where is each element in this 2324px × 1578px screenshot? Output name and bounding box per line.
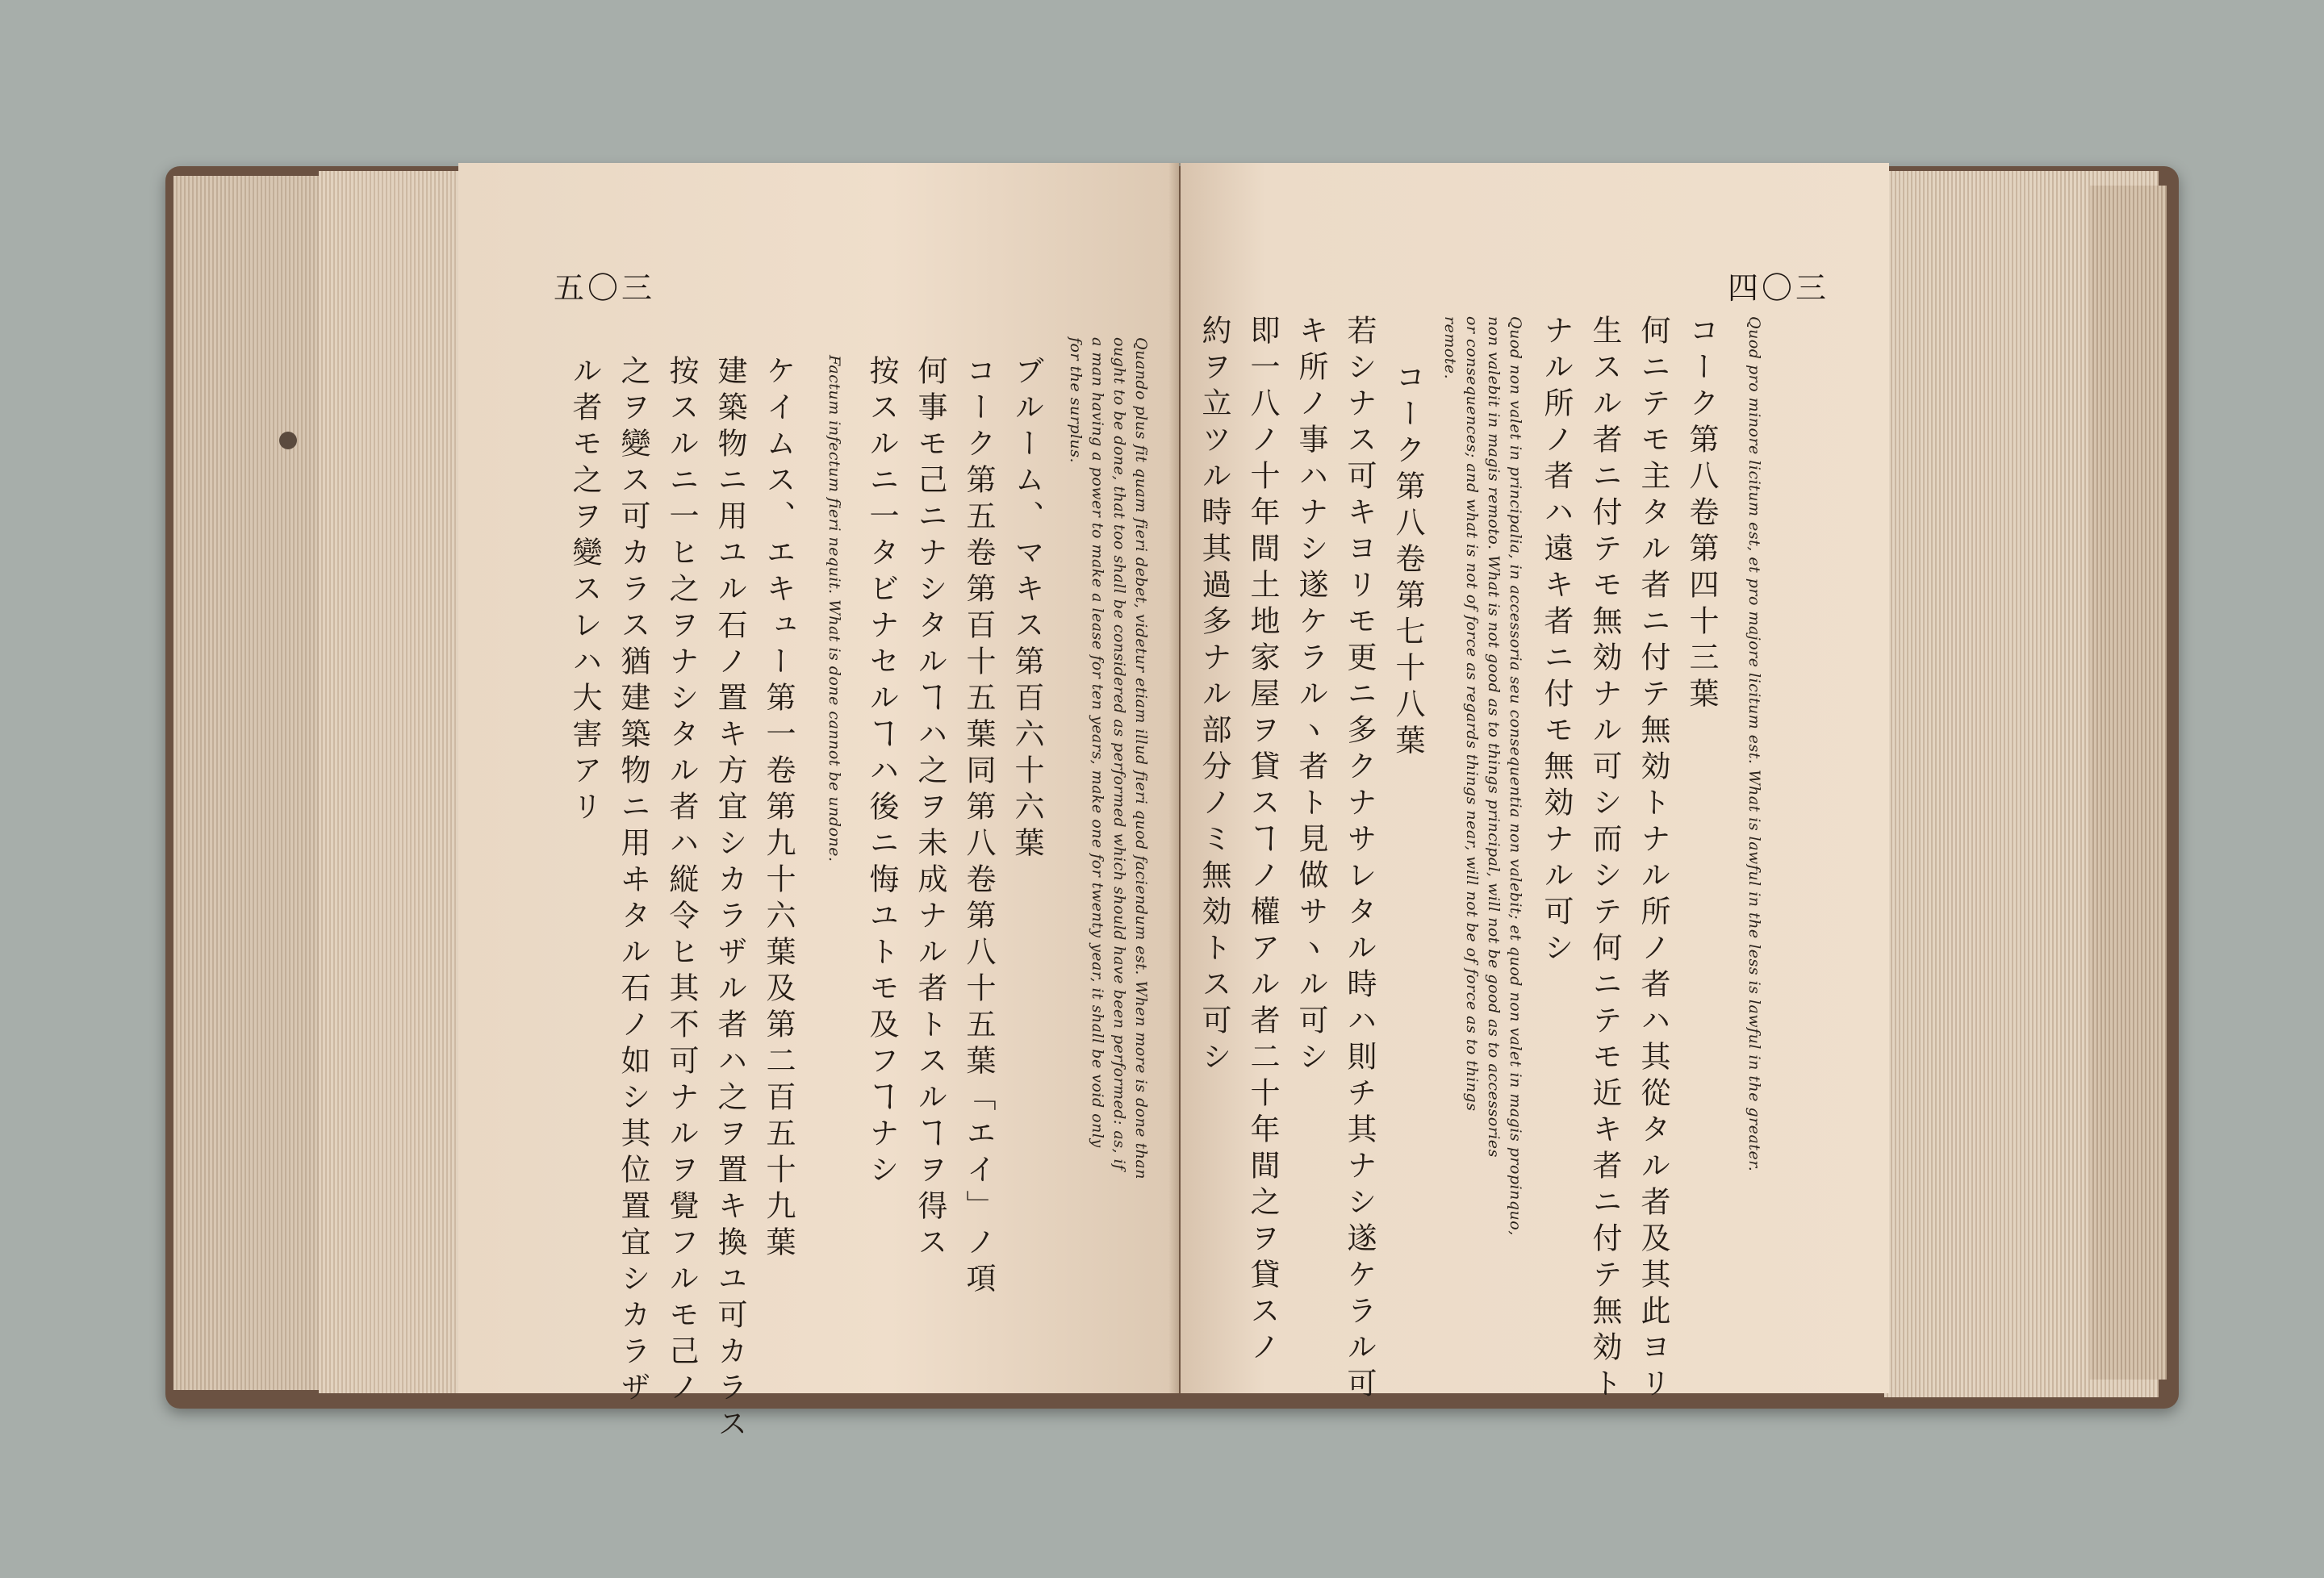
quote-2-line-2: non valebit in magis remoto. What is not good as to things principal, will not be good as to accessories	[1485, 316, 1503, 1158]
right-column-8: 若シナス可キヨリモ更ニ多クナサレタル時ハ則チ其ナシ遂ケラル可	[1342, 315, 1377, 1404]
left-column-11: ル者モ之ヲ變スレハ大害アリ	[567, 355, 602, 827]
left-column-4: 何事モ己ニナシタルヿハ之ヲ未成ナル者トスルヿヲ得ス	[913, 355, 947, 1263]
right-column-5: ナル所ノ者ハ遠キ者ニ付モ無効ナル可シ	[1539, 315, 1574, 968]
right-column-11: 約ヲ立ツル時其過多ナル部分ノミ無効トス可シ	[1197, 315, 1231, 1077]
left-english-quote-2: Factum infectum fieri nequit. What is done cannot be undone.	[826, 355, 843, 862]
right-column-10: 即一八ノ十年間土地家屋ヲ貸スヿノ權アル者二十年間之ヲ貸スノ	[1245, 315, 1280, 1367]
quote-1-line-3: a man having a power to make a lease for ten years, make one for twenty year, it shall be void only	[1089, 337, 1106, 1148]
left-page	[458, 163, 1179, 1444]
left-column-2: ブルーム、マキス第百六十六葉	[1009, 355, 1044, 863]
right-page-number: 四〇三	[1728, 270, 1830, 306]
quote-1-line-2: ought to be done, that too shall be considered as performed which should have been performed: as, if	[1110, 337, 1128, 1171]
quote-2-line-1: Quod non valet in principalia, in accessoria seu consequentia non valebit; et quod non valet in magis propinquo,	[1507, 316, 1524, 1236]
quote-1-line-1: Quando plus fit quam fieri debet, videtur etiam illud fieri quod faciendum est. When more is done than	[1132, 337, 1150, 1180]
right-english-quote-2	[1442, 316, 1523, 1236]
right-column-9: キ所ノ事ハナシ遂ケラルヽ者ト見做サヽル可シ	[1294, 315, 1328, 1077]
left-page-number: 五〇三	[554, 270, 656, 306]
left-column-7: ケイムス、エキュー第一卷第九十六葉及第二百五十九葉	[761, 355, 796, 1263]
page-edges-left	[173, 176, 327, 1390]
quote-2-line-4: remote.	[1441, 316, 1459, 380]
left-column-5: 按スルニ一タビナセルヿハ後ニ悔ユトモ及フヿナシ	[864, 355, 899, 1190]
left-column-10: 之ヲ變ス可カラス猶建築物ニ用ヰタル石ノ如シ其位置宜シカラザ	[616, 355, 650, 1408]
right-page	[1181, 163, 1889, 1404]
left-column-9: 按スルニ一ヒ之ヲナシタル者ハ縦令ヒ其不可ナルヲ覺フルモ己ノ	[664, 355, 699, 1408]
right-column-4: 生スル者ニ付テモ無効ナル可シ而シテ何ニテモ近キ者ニ付テ無効ト	[1587, 315, 1622, 1404]
left-english-quote-1	[1068, 337, 1148, 1179]
right-column-3: 何ニテモ主タル者ニ付テ無効トナル所ノ者ハ其從タル者及其此ヨリ	[1636, 315, 1670, 1404]
left-column-3: コーク第五卷第百十五葉同第八卷第八十五葉「エイ」ノ項	[961, 355, 996, 1299]
right-english-quote-1: Quod pro minore licitum est, et pro majore licitum est. What is lawful in the less is lawful in the greater.	[1745, 316, 1763, 1172]
page-edges-right-outer	[2090, 186, 2167, 1380]
quote-1-line-4: for the surplus.	[1067, 337, 1085, 464]
quote-2-line-3: or consequences; and what is not of force as regards things near, will not be of force as to things	[1463, 316, 1481, 1112]
binding-hole	[279, 432, 297, 449]
left-column-8: 建築物ニ用ユル石ノ置キ方宜シカラザル者ハ之ヲ置キ換ユ可カラス	[713, 355, 747, 1444]
right-column-2: コーク第八卷第四十三葉	[1684, 315, 1719, 714]
page-edges-left-inner	[319, 171, 472, 1393]
right-column-7: コーク第八卷第七十八葉	[1390, 361, 1425, 761]
